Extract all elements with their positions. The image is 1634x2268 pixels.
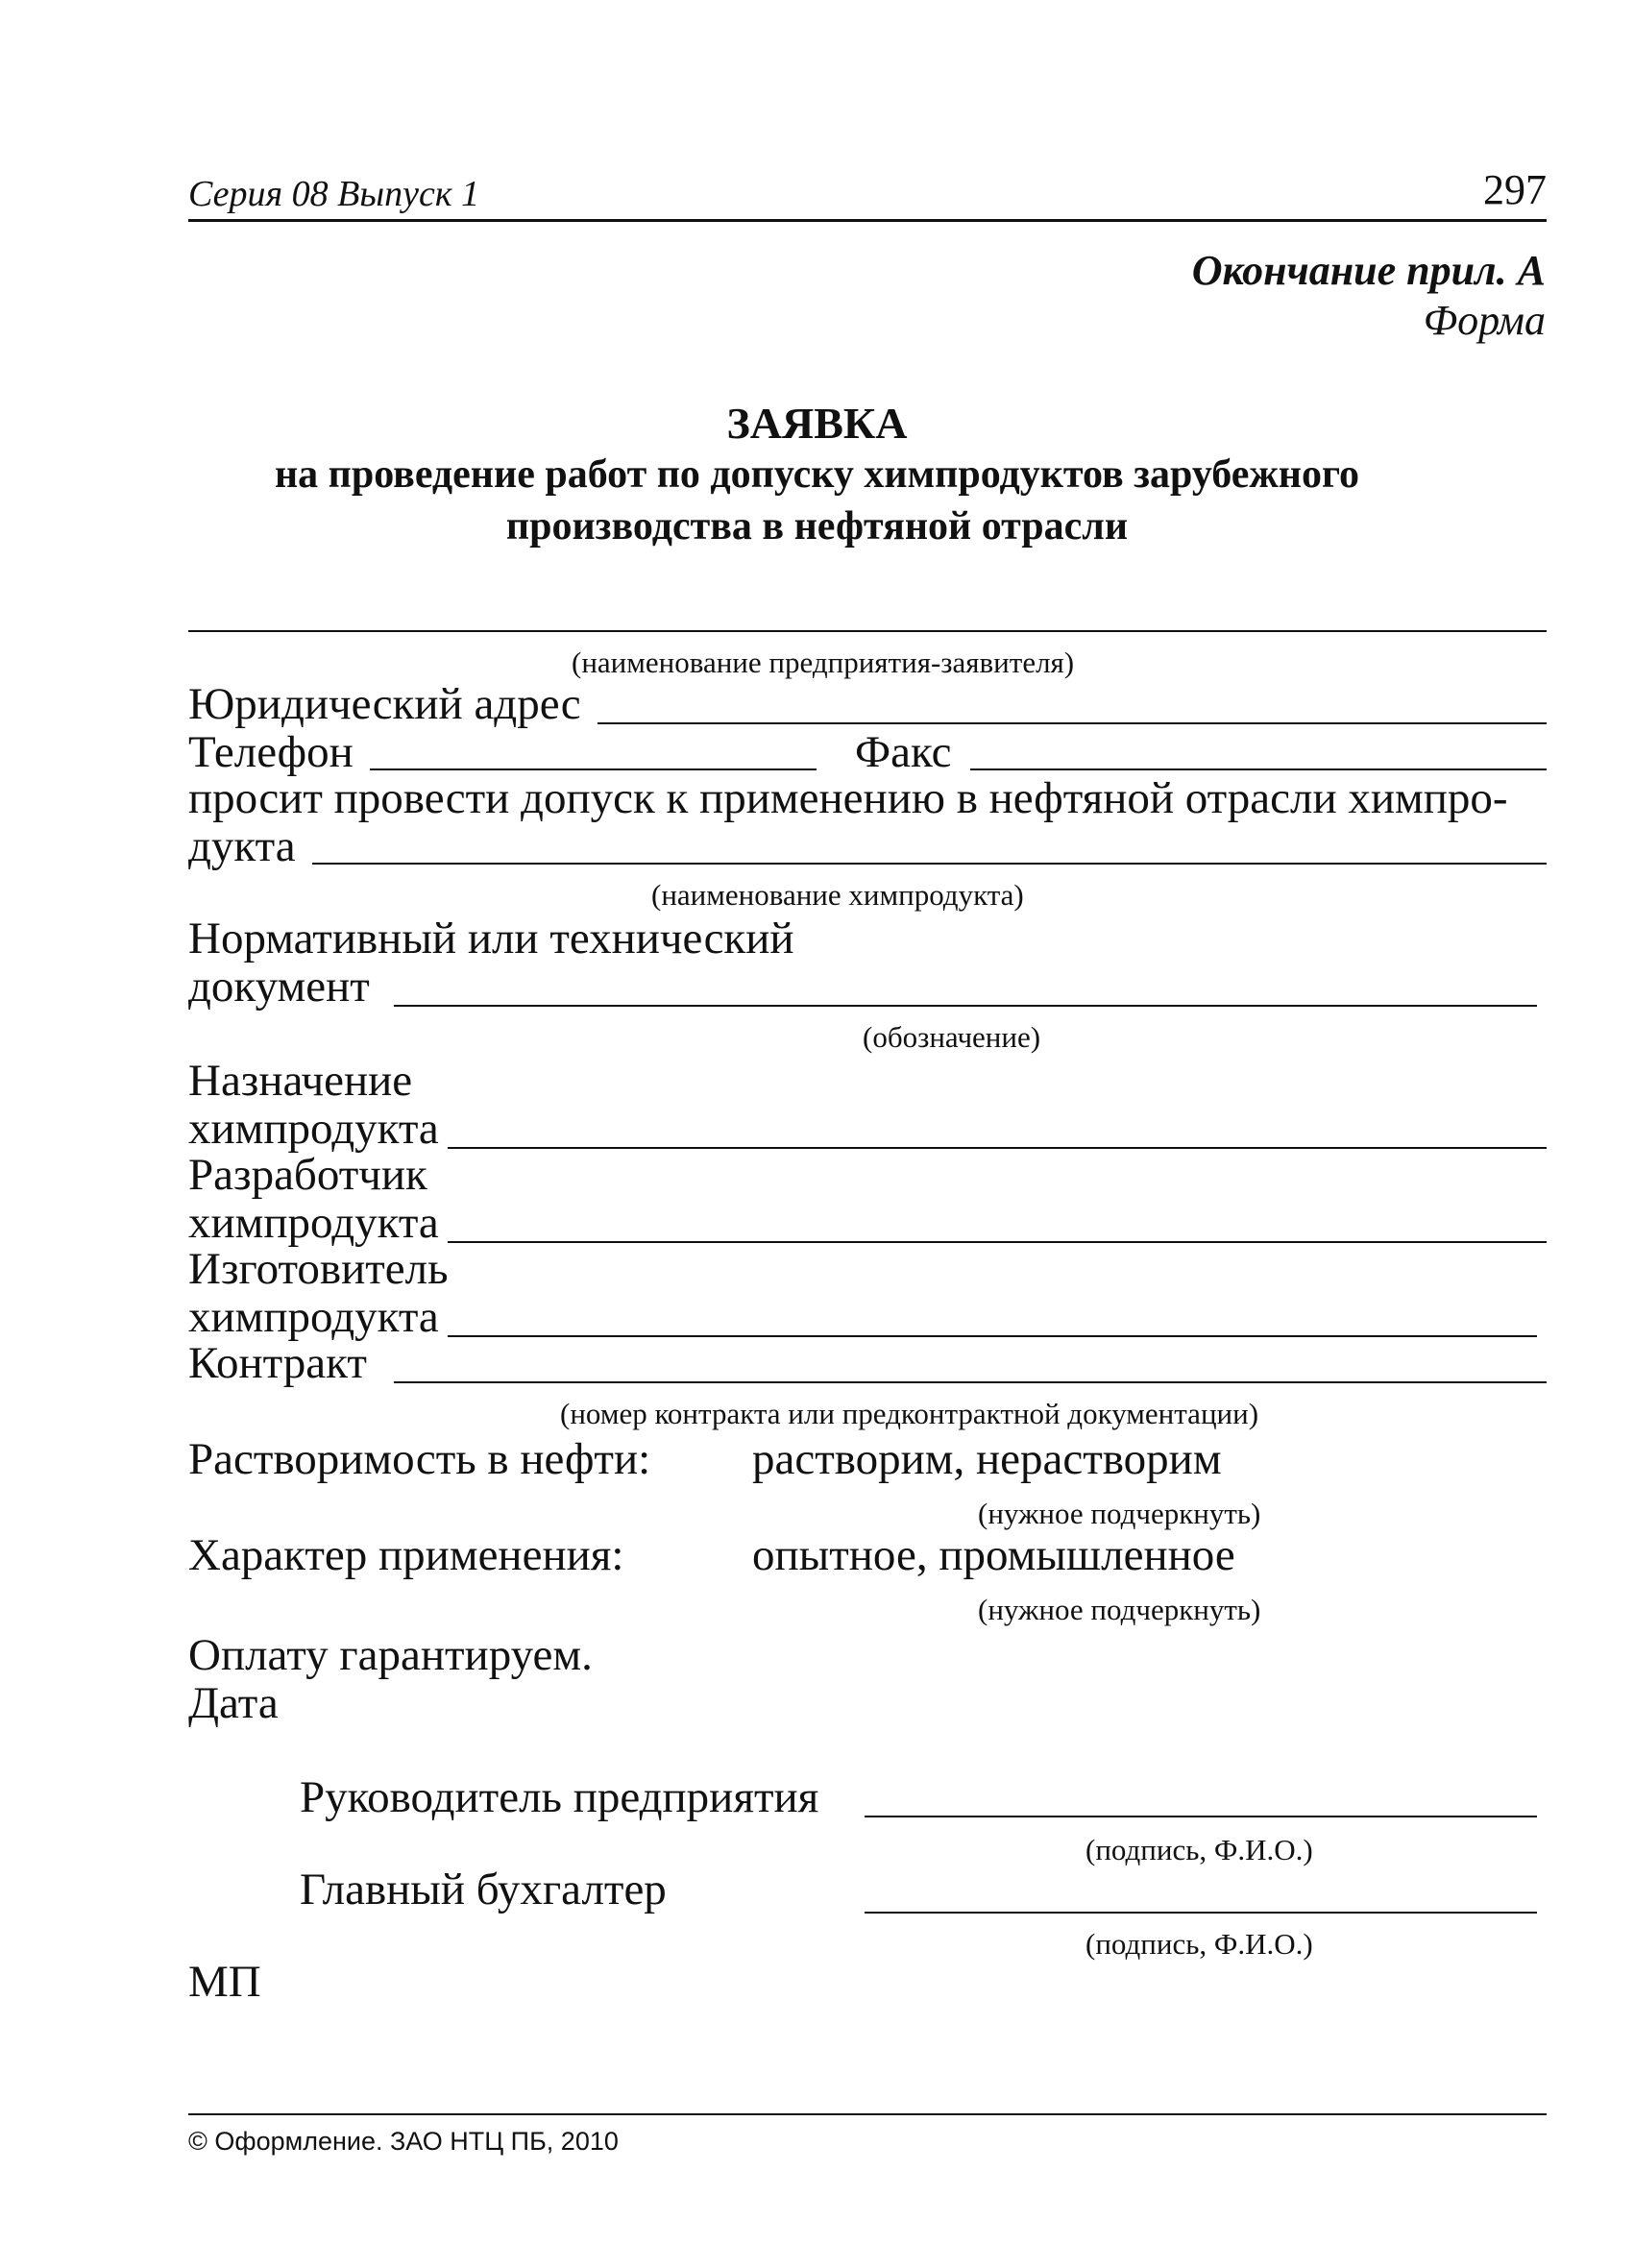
purpose-label-line1: Назначение xyxy=(188,1056,413,1106)
copyright-notice: © Оформление. ЗАО НТЦ ПБ, 2010 xyxy=(188,2127,619,2156)
normative-doc-hint: (обозначение) xyxy=(863,1020,1041,1054)
director-signature-hint: (подпись, Ф.И.О.) xyxy=(1085,1833,1313,1866)
product-name-hint: (наименование химпродукта) xyxy=(651,878,1024,912)
manufacturer-field[interactable] xyxy=(448,1335,1537,1337)
accountant-label: Главный бухгалтер xyxy=(300,1865,667,1914)
developer-field[interactable] xyxy=(448,1241,1547,1243)
usage-label: Характер применения: xyxy=(188,1530,624,1580)
phone-label: Телефон xyxy=(188,727,354,777)
request-text-line2: дукта xyxy=(188,821,296,871)
request-text-line1: просит провести допуск к применению в нефтяной отрасли химпро- xyxy=(188,773,1508,823)
director-label: Руководитель предприятия xyxy=(300,1772,819,1822)
developer-label-line2: химпродукта xyxy=(188,1198,439,1248)
manufacturer-label-line1: Изготовитель xyxy=(188,1244,449,1294)
document-subtitle-line2: производства в нефтяной отрасли xyxy=(505,504,1129,549)
purpose-label-line2: химпродукта xyxy=(188,1104,439,1154)
enterprise-name-hint: (наименование предприятия-заявителя) xyxy=(572,646,1075,679)
date-label: Дата xyxy=(188,1678,279,1728)
usage-options[interactable]: опытное, промышленное xyxy=(752,1530,1235,1580)
contract-label: Контракт xyxy=(188,1338,367,1388)
accountant-signature-hint: (подпись, Ф.И.О.) xyxy=(1085,1927,1313,1961)
document-subtitle-line1: на проведение работ по допуску химпродуктов зарубежного xyxy=(274,452,1360,497)
document-title: ЗАЯВКА xyxy=(726,399,908,448)
solubility-options[interactable]: растворим, нерастворим xyxy=(752,1434,1222,1484)
legal-address-field[interactable] xyxy=(598,722,1547,724)
footer-rule xyxy=(188,2113,1547,2115)
enterprise-name-field[interactable] xyxy=(188,630,1547,632)
normative-doc-label-line2: документ xyxy=(188,962,370,1012)
normative-doc-field[interactable] xyxy=(394,1005,1537,1007)
page-number: 297 xyxy=(1483,166,1547,213)
header-rule xyxy=(188,219,1547,222)
running-header: Серия 08 Выпуск 1 xyxy=(188,174,480,214)
developer-label-line1: Разработчик xyxy=(188,1150,427,1200)
phone-field[interactable] xyxy=(370,768,817,770)
fax-label: Факс xyxy=(855,727,952,777)
contract-hint: (номер контракта или предконтрактной документации) xyxy=(560,1397,1259,1430)
usage-hint: (нужное подчеркнуть) xyxy=(978,1593,1261,1626)
product-name-field[interactable] xyxy=(312,863,1547,865)
solubility-hint: (нужное подчеркнуть) xyxy=(978,1497,1261,1530)
payment-text: Оплату гарантируем. xyxy=(188,1630,593,1680)
legal-address-label: Юридический адрес xyxy=(188,679,581,729)
stamp-label: МП xyxy=(188,1957,261,2007)
fax-field[interactable] xyxy=(970,768,1547,770)
normative-doc-label-line1: Нормативный или технический xyxy=(188,914,794,963)
contract-field[interactable] xyxy=(394,1381,1547,1383)
accountant-signature-field[interactable] xyxy=(865,1912,1537,1914)
director-signature-field[interactable] xyxy=(865,1816,1537,1817)
solubility-label: Растворимость в нефти: xyxy=(188,1434,651,1484)
purpose-field[interactable] xyxy=(448,1147,1547,1149)
manufacturer-label-line2: химпродукта xyxy=(188,1292,439,1342)
appendix-label: Окончание прил. А xyxy=(1191,247,1546,294)
form-label: Форма xyxy=(1423,297,1546,344)
